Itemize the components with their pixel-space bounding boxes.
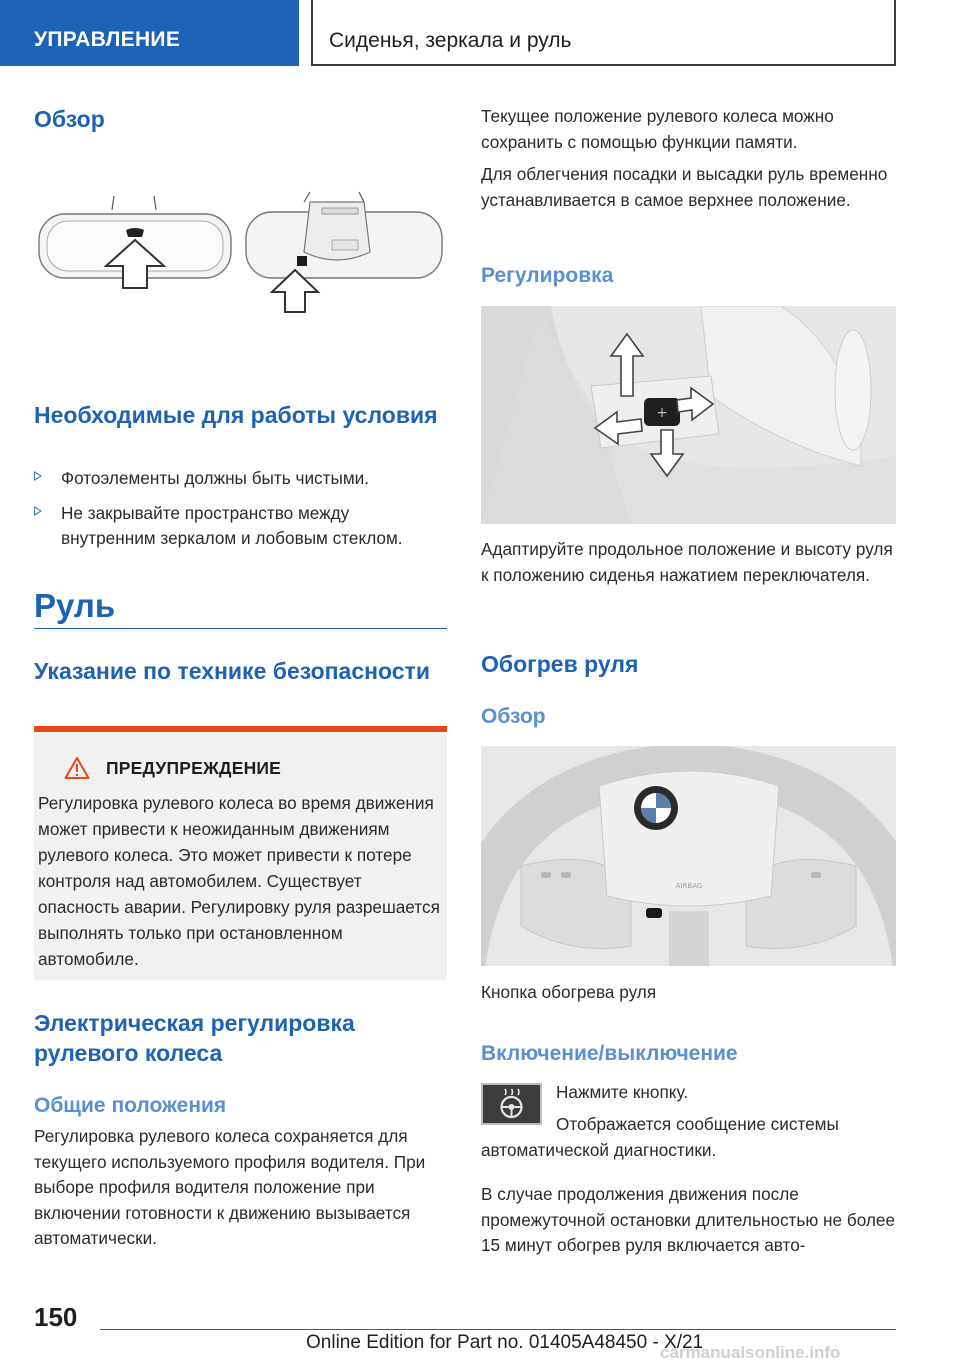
watermark: carmanualsonline.info [660, 1343, 841, 1362]
heating-overview-heading: Обзор [481, 705, 546, 728]
general-text: Регулировка рулевого колеса сохраняется для текущего используемого профиля водителя. При выборе профиля водителя положение при включении готовности к движению вызывается автоматически. [34, 1126, 426, 1248]
airbag-label: AIRBAG [675, 882, 703, 890]
easy-entry-text: Для облегчения посадки и высадки руль временно устанавливается в самое верхнее положение. [481, 164, 888, 210]
safety-heading: Указание по технике безопасности [34, 658, 430, 684]
warning-header [64, 756, 281, 780]
edition-text: Online Edition for Part no. 01405A48450 - X/21 [306, 1332, 704, 1353]
heating-heading: Обогрев руля [481, 651, 639, 677]
cc-message-text: Отображается сообщение системы автоматической диагностики. [481, 1114, 839, 1160]
chapter-heading: Руль [34, 587, 116, 624]
footer-divider [100, 1329, 896, 1330]
adjust-heading: Регулировка [481, 264, 614, 287]
overview-heading: Обзор [34, 106, 105, 132]
continue-text: В случае продолжения движения после промежуточной остановки длительностью не более 15 минут обогрев руля включается авто- [481, 1184, 896, 1255]
warning-title: ПРЕДУПРЕЖДЕНИЕ [106, 757, 282, 778]
page-number: 150 [34, 1302, 78, 1332]
svg-text:+: + [656, 405, 668, 421]
electric-adjust-heading: Электрическая регулировка рулевого колеса [34, 1010, 355, 1066]
requirements-heading: Необходимые для работы условия [34, 402, 438, 428]
memory-text: Текущее положение рулевого колеса можно сохранить с помощью функции памяти. [481, 106, 834, 152]
warning-box [34, 726, 447, 980]
list-item: Не закрывайте пространство между внутренним зеркалом и лобовым стеклом. [34, 501, 447, 552]
steering-wheel-photo [481, 746, 896, 966]
mirror-drawing [34, 188, 447, 320]
warning-triangle-icon [64, 756, 90, 780]
chapter-title-box: Сиденья, зеркала и руль [311, 0, 896, 66]
bullet-triangle-icon [34, 506, 42, 516]
warning-text: Регулировка рулевого колеса во время движения может привести к неожиданным движениям рулевого колеса. Это может привести к потере контроля над автомобилем. Существует опасность аварии. Регулировку руля разрешается выполнять только при остановленном автомобиле. [38, 793, 440, 969]
bullet-triangle-icon [34, 471, 42, 481]
press-button-text: Нажмите кнопку. [556, 1082, 689, 1102]
section-tab: УПРАВЛЕНИЕ [0, 0, 299, 66]
steering-adjust-photo [481, 306, 896, 524]
adjust-text: Адаптируйте продольное положение и высоту руля к положению сиденья нажатием переключателя. [481, 539, 893, 585]
mirror-illustration [34, 188, 447, 320]
general-heading: Общие положения [34, 1094, 227, 1117]
chapter-divider [34, 628, 447, 629]
list-item: Фотоэлементы должны быть чистыми. [34, 466, 447, 492]
steering-adjust-drawing [481, 306, 896, 524]
steering-wheel-drawing [481, 746, 896, 966]
heating-caption: Кнопка обогрева руля [481, 982, 657, 1002]
onoff-heading: Включение/выключение [481, 1042, 738, 1065]
requirements-list [34, 466, 447, 561]
